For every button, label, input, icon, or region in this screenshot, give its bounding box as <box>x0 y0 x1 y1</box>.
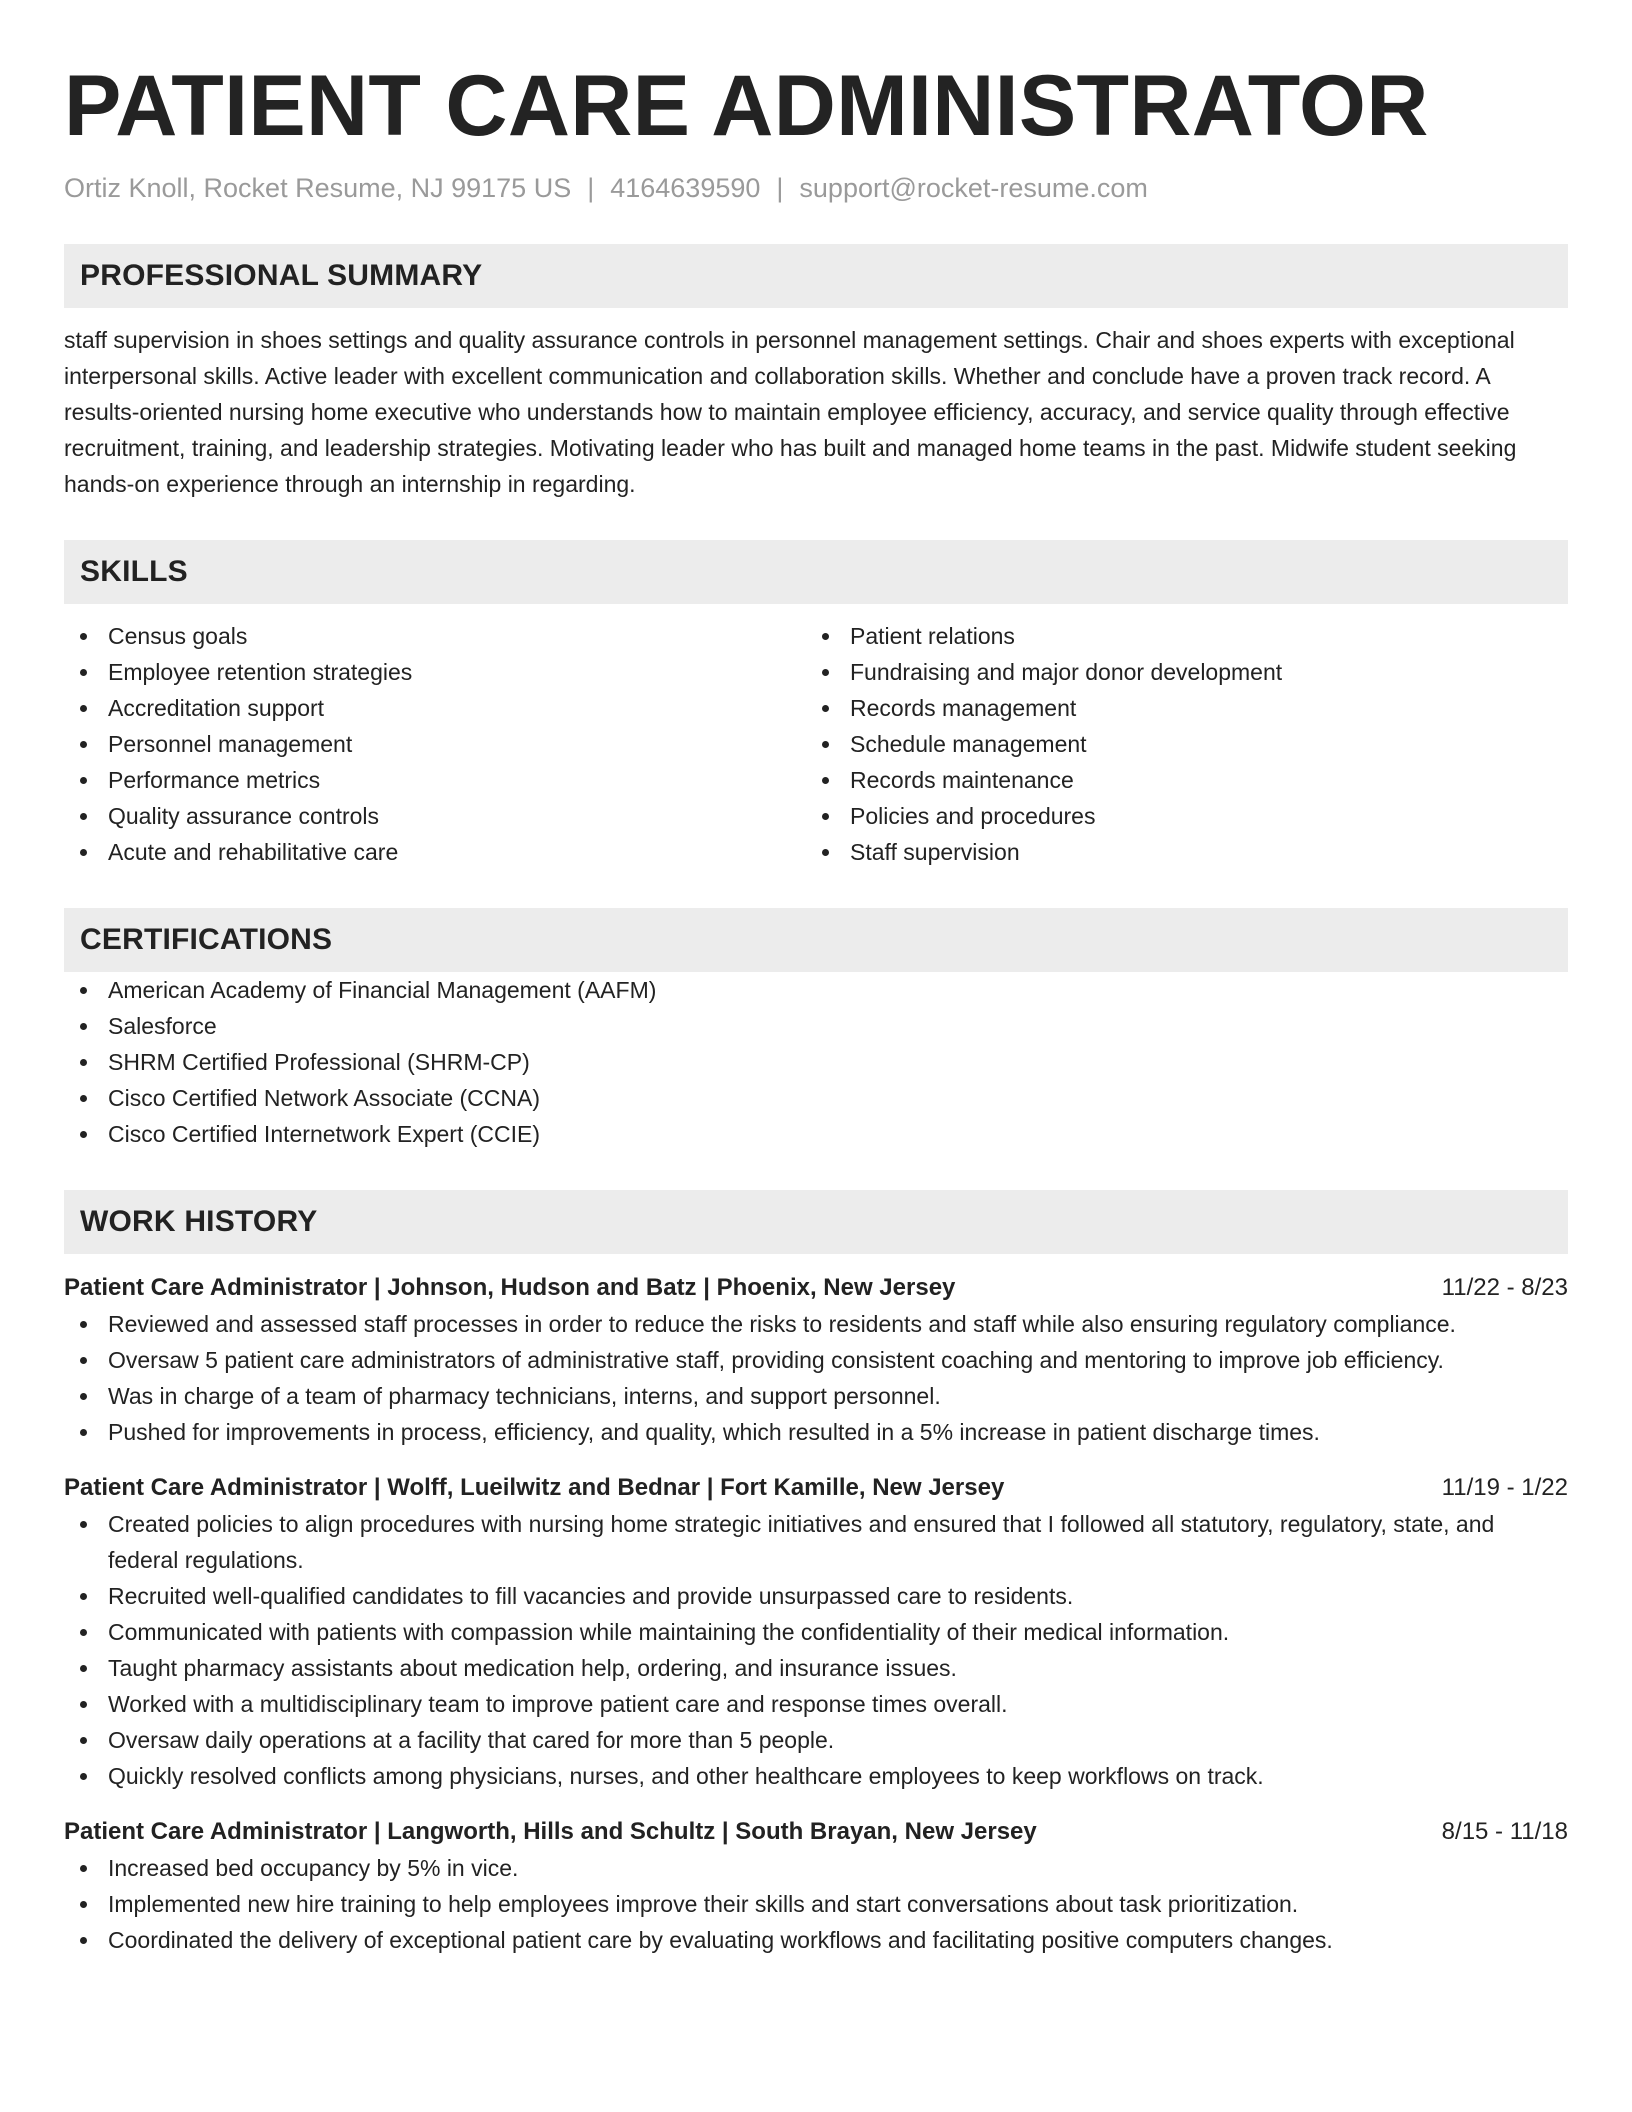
certification-item: Cisco Certified Internetwork Expert (CCIE) <box>64 1116 1568 1152</box>
certification-item: Salesforce <box>64 1008 1568 1044</box>
job-header <box>64 1270 1568 1306</box>
contact-email: support@rocket-resume.com <box>799 173 1148 203</box>
job-dates: 11/22 - 8/23 <box>1441 1274 1568 1301</box>
skills-column-left <box>64 618 806 870</box>
job-dates: 8/15 - 11/18 <box>1441 1818 1568 1845</box>
job-bullet: Reviewed and assessed staff processes in order to reduce the risks to residents and staff while also ensuring regulatory compliance. <box>64 1306 1568 1342</box>
skill-item: Accreditation support <box>64 690 806 726</box>
job-bullet: Oversaw 5 patient care administrators of administrative staff, providing consistent coaching and mentoring to improve job efficiency. <box>64 1342 1568 1378</box>
contact-line <box>64 170 1568 206</box>
skill-item: Staff supervision <box>806 834 1548 870</box>
skill-item: Personnel management <box>64 726 806 762</box>
job-header <box>64 1470 1568 1506</box>
job-entry <box>64 1270 1568 1450</box>
section-heading-work-history: WORK HISTORY <box>64 1190 1568 1254</box>
certifications-list <box>64 972 1568 1152</box>
job-bullet: Coordinated the delivery of exceptional patient care by evaluating workflows and facilitating positive computers changes. <box>64 1922 1568 1958</box>
skill-item: Policies and procedures <box>806 798 1548 834</box>
skill-item: Acute and rehabilitative care <box>64 834 806 870</box>
job-bullet: Communicated with patients with compassion while maintaining the confidentiality of their medical information. <box>64 1614 1568 1650</box>
job-bullet: Quickly resolved conflicts among physicians, nurses, and other healthcare employees to keep workflows on track. <box>64 1758 1568 1794</box>
job-bullet: Pushed for improvements in process, efficiency, and quality, which resulted in a 5% increase in patient discharge times. <box>64 1414 1568 1450</box>
job-bullets <box>64 1850 1568 1958</box>
skill-item: Patient relations <box>806 618 1548 654</box>
summary-text: staff supervision in shoes settings and quality assurance controls in personnel management settings. Chair and shoes experts with exceptional interpersonal skills. Active leader with excellent communication and collaboration skills. Whether and conclude have a proven track record. A results-oriented nursing home executive who understands how to maintain employee efficiency, accuracy, and service quality through effective recruitment, training, and leadership strategies. Motivating leader who has built and managed home teams in the past. Midwife student seeking hands-on experience through an internship in regarding. <box>64 327 1517 497</box>
job-dates: 11/19 - 1/22 <box>1441 1474 1568 1501</box>
skill-item: Quality assurance controls <box>64 798 806 834</box>
job-bullets <box>64 1306 1568 1450</box>
section-heading-certifications: CERTIFICATIONS <box>64 908 1568 972</box>
job-title: Patient Care Administrator | Langworth, Hills and Schultz | South Brayan, New Jersey <box>64 1818 1037 1845</box>
job-title: Patient Care Administrator | Wolff, Lueilwitz and Bednar | Fort Kamille, New Jersey <box>64 1474 1005 1501</box>
skills-list-left <box>64 618 806 870</box>
resume-title: PATIENT CARE ADMINISTRATOR <box>64 58 1429 154</box>
certification-item: Cisco Certified Network Associate (CCNA) <box>64 1080 1568 1116</box>
certification-item: SHRM Certified Professional (SHRM-CP) <box>64 1044 1568 1080</box>
skills-grid <box>64 618 1568 870</box>
job-bullets <box>64 1506 1568 1794</box>
contact-phone: 4164639590 <box>610 173 761 203</box>
skills-list-right <box>806 618 1548 870</box>
contact-separator: | <box>776 173 784 203</box>
skill-item: Performance metrics <box>64 762 806 798</box>
certification-item: American Academy of Financial Management (AAFM) <box>64 972 1568 1008</box>
section-heading-skills: SKILLS <box>64 540 1568 604</box>
job-bullet: Taught pharmacy assistants about medication help, ordering, and insurance issues. <box>64 1650 1568 1686</box>
job-entry <box>64 1814 1568 1958</box>
job-header <box>64 1814 1568 1850</box>
contact-address: Ortiz Knoll, Rocket Resume, NJ 99175 US <box>64 173 572 203</box>
skill-item: Records management <box>806 690 1548 726</box>
skills-column-right <box>806 618 1548 870</box>
job-bullet: Oversaw daily operations at a facility that cared for more than 5 people. <box>64 1722 1568 1758</box>
skill-item: Fundraising and major donor development <box>806 654 1548 690</box>
job-title: Patient Care Administrator | Johnson, Hudson and Batz | Phoenix, New Jersey <box>64 1274 956 1301</box>
job-bullet: Worked with a multidisciplinary team to improve patient care and response times overall. <box>64 1686 1568 1722</box>
job-bullet: Implemented new hire training to help employees improve their skills and start conversations about task prioritization. <box>64 1886 1568 1922</box>
skill-item: Records maintenance <box>806 762 1548 798</box>
section-heading-summary: PROFESSIONAL SUMMARY <box>64 244 1568 308</box>
resume-content <box>64 54 1568 1958</box>
job-bullet: Created policies to align procedures with nursing home strategic initiatives and ensured that I followed all statutory, regulatory, state, and federal regulations. <box>64 1506 1568 1578</box>
job-bullet: Increased bed occupancy by 5% in vice. <box>64 1850 1568 1886</box>
job-bullet: Was in charge of a team of pharmacy technicians, interns, and support personnel. <box>64 1378 1568 1414</box>
skill-item: Schedule management <box>806 726 1548 762</box>
skill-item: Employee retention strategies <box>64 654 806 690</box>
job-entry <box>64 1470 1568 1794</box>
skill-item: Census goals <box>64 618 806 654</box>
job-bullet: Recruited well-qualified candidates to fill vacancies and provide unsurpassed care to residents. <box>64 1578 1568 1614</box>
contact-separator: | <box>587 173 595 203</box>
